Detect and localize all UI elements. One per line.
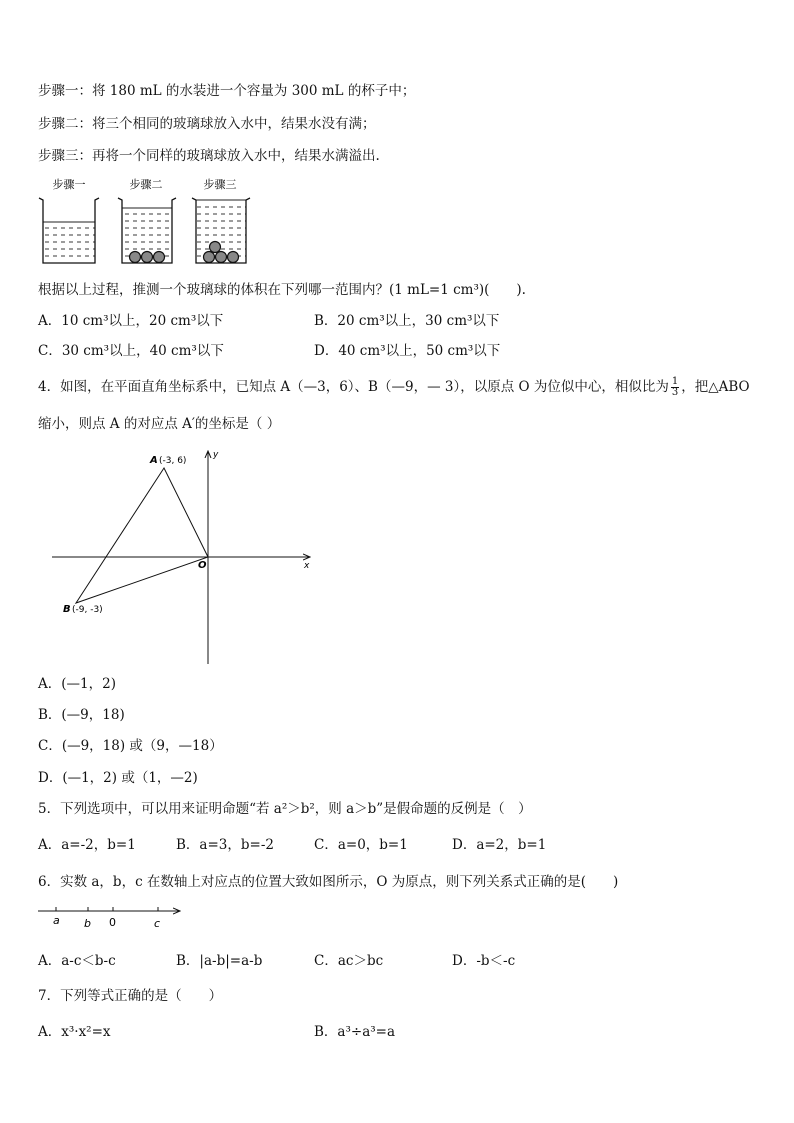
glass-ball [204,252,215,263]
label-b: B [63,604,71,615]
coordinate-graph [44,446,324,668]
q6-option-a[interactable]: A．a-c＜b-c [38,953,116,969]
glass-ball [216,252,227,263]
q6-option-d[interactable]: D．-b＜-c [452,953,516,969]
q7-option-b[interactable]: B．a³÷a³=a [314,1024,396,1040]
q4-option-a[interactable]: A．(—1，2) [38,676,116,692]
beaker-label-3: 步骤三 [203,178,237,191]
q4-question-line1 [38,377,750,398]
q6-question: 6．实数 a，b，c 在数轴上对应点的位置大致如图所示，O 为原点，则下列关系式正确的是( ) [38,874,619,890]
q4-question-line2: 缩小，则点 A 的对应点 A′的坐标是（ ） [38,416,281,432]
beaker-label-2: 步骤二 [129,178,163,191]
beaker-1 [39,198,99,263]
q3-option-b[interactable]: B．20 cm³以上，30 cm³以下 [314,313,500,329]
point-b: b [84,917,91,930]
q4-text-post: ，把△ABO [681,379,750,395]
glass-ball [210,242,221,253]
q5-question: 5．下列选项中，可以用来证明命题“若 a²＞b²，则 a＞b”是假命题的反例是（ ） [38,801,532,817]
q3-step2: 步骤二：将三个相同的玻璃球放入水中，结果水没有满； [38,116,376,132]
glass-ball [142,252,153,263]
q5-option-d[interactable]: D．a=2，b=1 [452,837,547,853]
triangle-abo [76,468,208,603]
point-c: c [154,917,161,930]
q5-option-a[interactable]: A．a=-2，b=1 [38,837,136,853]
fraction-numerator: 1 [671,376,679,387]
label-a-coords: (-3, 6) [159,456,187,466]
label-y: y [213,450,219,460]
q7-option-a[interactable]: A．x³·x²=x [38,1024,111,1040]
beaker-2 [118,198,176,263]
q5-option-c[interactable]: C．a=0，b=1 [314,837,408,853]
q3-step1: 步骤一：将 180 mL 的水装进一个容量为 300 mL 的杯子中； [38,83,416,99]
q3-option-d[interactable]: D．40 cm³以上，50 cm³以下 [314,343,501,359]
glass-ball [228,252,239,263]
ratio-fraction [671,377,679,398]
point-a: a [53,914,60,927]
label-x: x [304,561,310,571]
beaker-figure [36,176,256,268]
beaker-label-1: 步骤一 [52,178,86,191]
q4-option-d[interactable]: D．(—1，2) 或（1，—2) [38,770,198,786]
label-b-coords: (-9, -3) [72,605,103,615]
label-a: A [150,455,158,466]
beaker-3 [192,198,250,263]
q3-step3: 步骤三：再将一个同样的玻璃球放入水中，结果水满溢出. [38,148,380,164]
q3-option-a[interactable]: A．10 cm³以上，20 cm³以下 [38,313,224,329]
point-zero: 0 [109,916,116,929]
q7-question: 7．下列等式正确的是（ ） [38,988,223,1004]
q5-option-b[interactable]: B．a=3，b=-2 [176,837,274,853]
glass-ball [130,252,141,263]
label-o: O [198,560,207,571]
q6-option-c[interactable]: C．ac＞bc [314,953,384,969]
glass-ball [154,252,165,263]
number-line [36,901,186,931]
q4-option-c[interactable]: C．(—9，18) 或（9，—18） [38,738,223,754]
q3-option-c[interactable]: C．30 cm³以上，40 cm³以下 [38,343,224,359]
q6-option-b[interactable]: B．|a-b|=a-b [176,953,263,969]
q3-question: 根据以上过程，推测一个玻璃球的体积在下列哪一范围内？(1 mL=1 cm³)( ). [38,282,526,298]
fraction-denominator: 3 [671,387,679,398]
q4-text-pre: 4．如图，在平面直角坐标系中，已知点 A（—3，6）、B（—9，— 3），以原点 O 为位似中心，相似比为 [38,379,669,395]
q4-option-b[interactable]: B．(—9，18) [38,707,125,723]
